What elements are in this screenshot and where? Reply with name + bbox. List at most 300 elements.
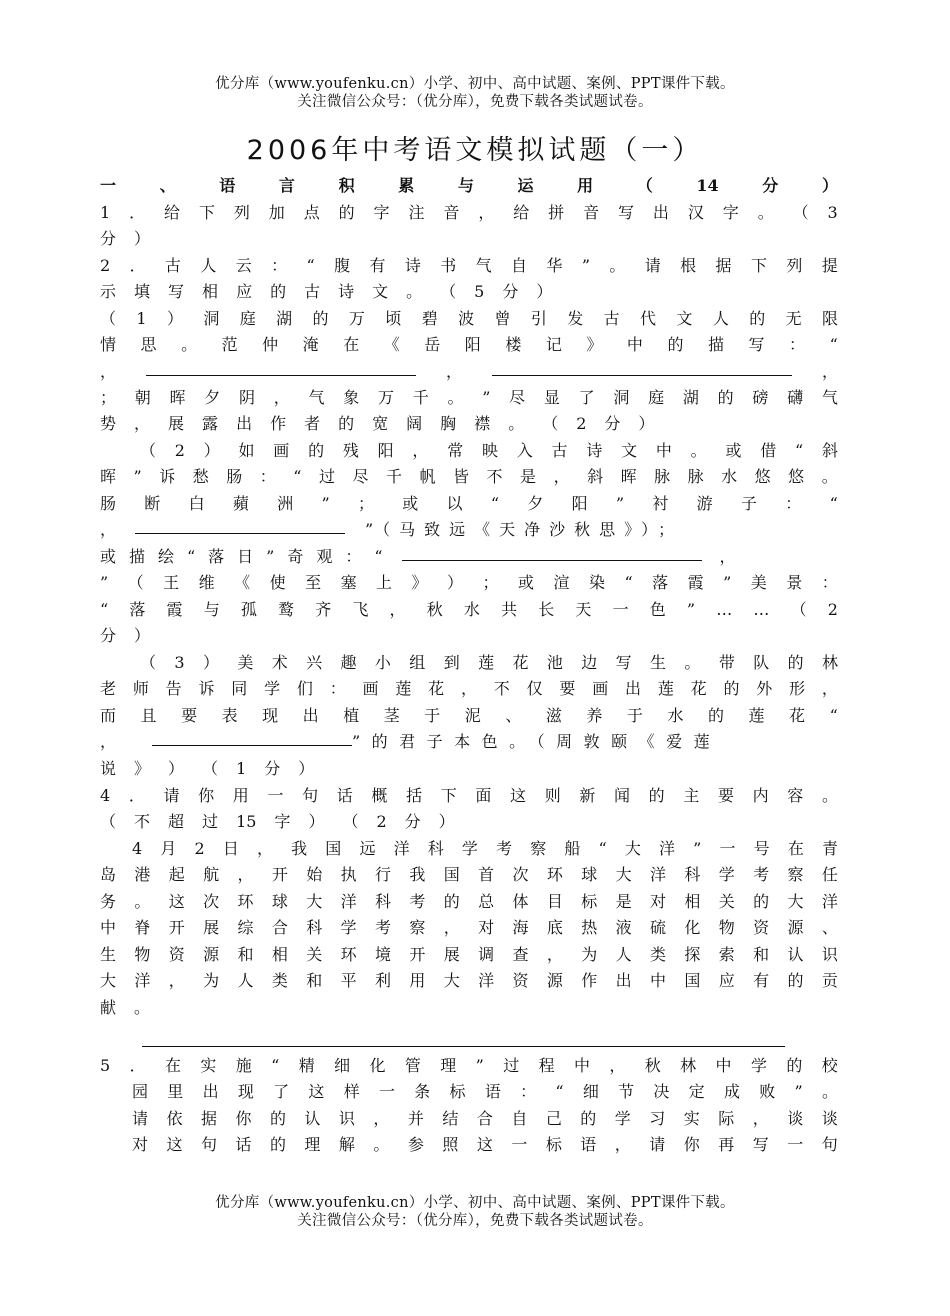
- text-glyph: 据: [200, 1109, 217, 1128]
- text-glyph: 用: [232, 786, 249, 805]
- text-glyph: 概: [371, 786, 388, 805]
- text-glyph: 1: [236, 759, 247, 778]
- text-glyph: 的: [269, 1135, 286, 1154]
- text-glyph: 、: [159, 176, 176, 195]
- text-glyph: 万: [378, 388, 395, 407]
- text-glyph: 硫: [650, 918, 667, 937]
- text-glyph: 校: [821, 1056, 838, 1075]
- answer-blank[interactable]: [402, 545, 702, 561]
- text-glyph: 注: [408, 203, 425, 222]
- text-glyph: 人: [712, 309, 729, 328]
- text-glyph: 中: [626, 335, 643, 354]
- text-glyph: 2: [576, 414, 587, 433]
- text-glyph: 画: [362, 679, 379, 698]
- text-glyph: 茎: [383, 706, 400, 725]
- text-glyph: 出: [202, 1082, 219, 1101]
- text-glyph: 上: [376, 573, 393, 592]
- text-glyph: 现: [262, 706, 279, 725]
- answer-line-q4[interactable]: [142, 1046, 785, 1047]
- text-glyph: 考: [375, 918, 392, 937]
- text-glyph: 展: [203, 918, 220, 937]
- text-glyph: 说: [100, 759, 117, 778]
- text-glyph: 再: [718, 1135, 735, 1154]
- text-glyph: 月: [160, 839, 177, 858]
- text-glyph: 不: [493, 679, 510, 698]
- text-glyph: 4: [132, 839, 143, 858]
- text-glyph: 资: [512, 971, 529, 990]
- text-glyph: ）: [447, 573, 464, 592]
- text-glyph: 露: [202, 414, 219, 433]
- text-glyph: “: [100, 600, 109, 619]
- text-glyph: 洋: [659, 839, 676, 858]
- text-glyph: 源: [787, 918, 804, 937]
- text-glyph: ：: [785, 494, 802, 513]
- text-glyph: 古: [603, 309, 620, 328]
- text-glyph: 入: [516, 441, 533, 460]
- text-glyph: 庭: [648, 388, 665, 407]
- footer-line-2: 关注微信公众号：（优分库），免费下载各类试题试卷。: [297, 1213, 653, 1229]
- text-glyph: 一: [100, 176, 117, 195]
- blank-line-4-text: ”的君子本色。（周敦颐《爱莲: [352, 732, 722, 751]
- text-glyph: 如: [238, 441, 255, 460]
- text-glyph: ：: [329, 679, 346, 698]
- text-glyph: 师: [132, 679, 149, 698]
- text-glyph: ：: [271, 256, 288, 275]
- blank-line-3-comma: ，: [719, 547, 736, 566]
- text-glyph: 诗: [586, 441, 603, 460]
- text-glyph: 照: [442, 1135, 459, 1154]
- text-glyph: 夕: [527, 494, 544, 513]
- text-glyph: 细: [582, 1082, 599, 1101]
- text-glyph: 精: [298, 1056, 315, 1075]
- text-glyph: 展: [443, 945, 460, 964]
- text-glyph: 或: [402, 494, 419, 513]
- text-line: [100, 677, 838, 701]
- text-glyph: 脉: [654, 467, 671, 486]
- text-glyph: 谈: [821, 1109, 838, 1128]
- text-glyph: 分: [264, 759, 281, 778]
- text-glyph: 液: [615, 918, 632, 937]
- text-glyph: 维: [198, 573, 215, 592]
- text-glyph: 积: [338, 176, 355, 195]
- text-glyph: 察: [787, 865, 804, 884]
- text-glyph: ，: [752, 1109, 769, 1128]
- text-glyph: 类: [650, 945, 667, 964]
- text-glyph: 碧: [421, 309, 438, 328]
- text-glyph: 、: [821, 918, 838, 937]
- text-glyph: 小: [374, 653, 391, 672]
- text-glyph: 阳: [377, 441, 394, 460]
- text-glyph: 理: [440, 1056, 457, 1075]
- text-line: [140, 439, 838, 463]
- text-glyph: 出: [615, 971, 632, 990]
- text-line: [100, 492, 838, 516]
- text-glyph: 这: [168, 892, 185, 911]
- text-glyph: 贡: [821, 971, 838, 990]
- text-glyph: ”: [723, 573, 732, 592]
- text-line: [100, 307, 838, 331]
- text-line: [132, 1133, 838, 1157]
- text-line: [132, 1107, 838, 1131]
- page-title: 2006年中考语文模拟试题（一）: [246, 135, 704, 166]
- text-glyph: “: [829, 494, 838, 513]
- text-glyph: 华: [546, 256, 563, 275]
- text-glyph: 科: [306, 918, 323, 937]
- text-glyph: 一: [378, 1082, 395, 1101]
- text-glyph: 文: [676, 309, 693, 328]
- text-glyph: 记: [545, 335, 562, 354]
- text-glyph: ）: [308, 812, 325, 831]
- text-glyph: 句: [200, 1135, 217, 1154]
- text-glyph: 过: [202, 812, 219, 831]
- text-glyph: 》: [411, 573, 428, 592]
- text-glyph: 边: [581, 653, 598, 672]
- text-glyph: 给: [164, 203, 181, 222]
- text-glyph: 波: [458, 309, 475, 328]
- text-glyph: 示: [100, 282, 117, 301]
- text-glyph: 和: [306, 971, 323, 990]
- text-glyph: 容: [787, 786, 804, 805]
- text-glyph: 施: [235, 1056, 252, 1075]
- text-glyph: 。: [181, 335, 198, 354]
- text-glyph: 诉: [159, 467, 176, 486]
- text-glyph: 的: [338, 414, 355, 433]
- text-glyph: 自: [511, 256, 528, 275]
- text-glyph: 映: [481, 441, 498, 460]
- text-glyph: 认: [787, 945, 804, 964]
- text-glyph: 洋: [134, 971, 151, 990]
- text-glyph: 的: [338, 203, 355, 222]
- text-glyph: （: [342, 812, 359, 831]
- text-line: [100, 201, 838, 225]
- text-glyph: 这: [476, 1135, 493, 1154]
- text-glyph: 无: [785, 309, 802, 328]
- text-glyph: 科: [375, 892, 392, 911]
- text-glyph: 情: [100, 335, 117, 354]
- text-glyph: 以: [446, 494, 463, 513]
- text-glyph: 国: [443, 865, 460, 884]
- text-glyph: 而: [100, 706, 117, 725]
- text-glyph: 国: [684, 971, 701, 990]
- text-glyph: 拼: [548, 203, 565, 222]
- text-glyph: 你: [683, 1135, 700, 1154]
- text-glyph: ，: [546, 945, 563, 964]
- text-glyph: 。: [821, 786, 838, 805]
- text-glyph: 列: [786, 256, 803, 275]
- text-glyph: 植: [343, 706, 360, 725]
- text-glyph: 远: [359, 839, 376, 858]
- text-glyph: 识: [338, 1109, 355, 1128]
- text-glyph: 累: [398, 176, 415, 195]
- text-glyph: 气: [475, 256, 492, 275]
- text-glyph: 中: [573, 1056, 590, 1075]
- text-glyph: ；: [357, 494, 374, 513]
- text-glyph: 尽: [509, 388, 526, 407]
- text-glyph: 人: [200, 256, 217, 275]
- text-glyph: 悠: [788, 467, 805, 486]
- text-glyph: 成: [723, 1082, 740, 1101]
- text-glyph: 我: [291, 839, 308, 858]
- text-glyph: 礴: [787, 388, 804, 407]
- text-glyph: 用: [577, 176, 594, 195]
- text-glyph: 学: [264, 679, 281, 698]
- text-glyph: 人: [237, 971, 254, 990]
- text-glyph: 并: [407, 1109, 424, 1128]
- text-glyph: 于: [626, 706, 643, 725]
- text-glyph: “: [598, 839, 607, 858]
- text-glyph: 话: [336, 786, 353, 805]
- text-glyph: 分: [100, 626, 117, 645]
- blank-line-3: [100, 545, 838, 569]
- text-glyph: （: [790, 600, 807, 619]
- text-glyph: 加: [268, 203, 285, 222]
- text-glyph: 限: [821, 309, 838, 328]
- text-glyph: 化: [369, 1056, 386, 1075]
- text-glyph: 气: [308, 388, 325, 407]
- text-glyph: ：: [789, 335, 806, 354]
- text-glyph: “: [555, 1082, 564, 1101]
- text-glyph: 样: [343, 1082, 360, 1101]
- text-glyph: 书: [440, 256, 457, 275]
- text-glyph: 了: [578, 388, 595, 407]
- text-glyph: 宽: [372, 414, 389, 433]
- text-glyph: 这: [308, 1082, 325, 1101]
- text-glyph: 队: [753, 653, 770, 672]
- text-glyph: 。: [406, 282, 423, 301]
- text-glyph: 请: [163, 786, 180, 805]
- text-glyph: ”: [794, 1082, 803, 1101]
- text-glyph: 》: [134, 759, 151, 778]
- text-glyph: 球: [271, 892, 288, 911]
- text-glyph: 诉: [198, 679, 215, 698]
- text-glyph: 洞: [613, 388, 630, 407]
- text-glyph: 千: [385, 467, 402, 486]
- text-glyph: ．: [129, 203, 146, 222]
- text-glyph: 青: [821, 839, 838, 858]
- text-glyph: 这: [166, 1135, 183, 1154]
- text-glyph: ）: [134, 626, 151, 645]
- text-glyph: 考: [409, 892, 426, 911]
- text-glyph: 分: [404, 812, 421, 831]
- text-glyph: 次: [203, 892, 220, 911]
- text-glyph: 开: [271, 865, 288, 884]
- text-line: [100, 174, 838, 198]
- text-glyph: 察: [409, 918, 426, 937]
- text-glyph: 物: [718, 918, 735, 937]
- text-glyph: 阔: [406, 414, 423, 433]
- text-glyph: 要: [717, 786, 734, 805]
- blank-line-1-comma-b: ，: [445, 362, 462, 381]
- text-glyph: （: [542, 414, 559, 433]
- text-glyph: 文: [372, 282, 389, 301]
- text-glyph: 环: [546, 865, 563, 884]
- blank-line-4: [100, 730, 838, 754]
- text-glyph: 齐: [315, 600, 332, 619]
- text-glyph: 己: [545, 1109, 562, 1128]
- text-glyph: 物: [134, 945, 151, 964]
- text-glyph: 句: [821, 1135, 838, 1154]
- text-glyph: 显: [543, 388, 560, 407]
- text-glyph: （: [202, 759, 219, 778]
- text-glyph: 阳: [464, 335, 481, 354]
- text-glyph: 的: [270, 282, 287, 301]
- text-glyph: 愁: [192, 467, 209, 486]
- text-glyph: 。: [609, 256, 626, 275]
- text-glyph: 。: [821, 1082, 838, 1101]
- answer-blank[interactable]: [492, 360, 792, 376]
- text-glyph: 的: [786, 1056, 803, 1075]
- text-glyph: 对: [650, 892, 667, 911]
- text-glyph: 主: [683, 786, 700, 805]
- text-glyph: 大: [306, 892, 323, 911]
- text-glyph: ）: [536, 282, 553, 301]
- text-glyph: 综: [237, 918, 254, 937]
- text-glyph: 古: [551, 441, 568, 460]
- text-glyph: 查: [512, 945, 529, 964]
- text-glyph: 的: [308, 441, 325, 460]
- text-glyph: 中: [715, 1056, 732, 1075]
- text-glyph: 请: [649, 1135, 666, 1154]
- text-glyph: 花: [789, 706, 806, 725]
- text-glyph: 到: [443, 653, 460, 672]
- text-glyph: “: [306, 256, 315, 275]
- text-glyph: 出: [236, 414, 253, 433]
- text-glyph: 思: [140, 335, 157, 354]
- text-glyph: 引: [530, 309, 547, 328]
- text-glyph: 。: [821, 467, 838, 486]
- text-glyph: 你: [235, 1109, 252, 1128]
- text-glyph: 至: [305, 573, 322, 592]
- text-glyph: 在: [164, 1056, 181, 1075]
- text-glyph: 你: [198, 786, 215, 805]
- text-glyph: 内: [752, 786, 769, 805]
- text-glyph: 提: [821, 256, 838, 275]
- text-glyph: 。: [134, 998, 151, 1017]
- text-glyph: 在: [787, 839, 804, 858]
- blank-line-3-text: 或描绘“落日”奇观：“: [100, 547, 396, 566]
- text-line: [100, 863, 838, 887]
- text-glyph: 淹: [302, 335, 319, 354]
- text-glyph: 认: [304, 1109, 321, 1128]
- text-glyph: 3: [827, 203, 838, 222]
- text-glyph: 洋: [821, 892, 838, 911]
- text-glyph: “: [271, 1056, 280, 1075]
- text-glyph: 《: [383, 335, 400, 354]
- text-glyph: 中: [650, 971, 667, 990]
- text-glyph: 人: [615, 945, 632, 964]
- text-glyph: ；: [100, 388, 117, 407]
- text-glyph: ）: [298, 759, 315, 778]
- text-glyph: “: [829, 706, 838, 725]
- text-glyph: 《: [234, 573, 251, 592]
- text-glyph: 出: [302, 706, 319, 725]
- text-glyph: 填: [134, 282, 151, 301]
- text-glyph: 现: [237, 1082, 254, 1101]
- text-glyph: 闻: [614, 786, 631, 805]
- text-glyph: ，: [412, 441, 429, 460]
- text-glyph: 的: [312, 309, 329, 328]
- text-glyph: 夕: [204, 388, 221, 407]
- text-glyph: 要: [559, 679, 576, 698]
- text-glyph: 渲: [553, 573, 570, 592]
- text-glyph: 的: [443, 892, 460, 911]
- answer-blank[interactable]: [135, 518, 345, 534]
- text-line: [100, 757, 838, 781]
- text-glyph: 谈: [787, 1109, 804, 1128]
- text-glyph: 汉: [687, 203, 704, 222]
- text-glyph: 莲: [478, 653, 495, 672]
- text-glyph: 4: [100, 786, 111, 805]
- text-line: [100, 227, 838, 251]
- text-glyph: 且: [140, 706, 157, 725]
- answer-blank[interactable]: [152, 730, 352, 746]
- text-glyph: ”: [321, 494, 330, 513]
- text-glyph: 类: [271, 971, 288, 990]
- answer-blank[interactable]: [146, 360, 416, 376]
- text-glyph: 参: [407, 1135, 424, 1154]
- text-glyph: ：: [259, 467, 276, 486]
- text-glyph: 节: [618, 1082, 635, 1101]
- text-glyph: 景: [786, 573, 803, 592]
- text-glyph: 子: [740, 494, 757, 513]
- text-glyph: 写: [618, 203, 635, 222]
- text-glyph: 察: [530, 839, 547, 858]
- text-glyph: 使: [269, 573, 286, 592]
- text-glyph: 败: [759, 1082, 776, 1101]
- text-glyph: 形: [789, 679, 806, 698]
- text-glyph: 色: [649, 600, 666, 619]
- text-glyph: 的: [580, 1109, 597, 1128]
- text-glyph: 语: [580, 1135, 597, 1154]
- text-glyph: ”: [686, 600, 696, 619]
- text-glyph: 美: [750, 573, 767, 592]
- text-glyph: 关: [718, 892, 735, 911]
- text-glyph: 落: [129, 600, 146, 619]
- text-glyph: 15: [236, 812, 257, 831]
- text-glyph: 合: [476, 1109, 493, 1128]
- text-glyph: （: [792, 203, 809, 222]
- text-glyph: 范: [221, 335, 238, 354]
- text-glyph: 写: [752, 1135, 769, 1154]
- text-line: [100, 996, 838, 1020]
- text-glyph: 组: [409, 653, 426, 672]
- text-glyph: 出: [625, 679, 642, 698]
- text-glyph: 。: [684, 653, 701, 672]
- text-line: [100, 1054, 838, 1078]
- text-glyph: 大: [100, 971, 117, 990]
- text-glyph: 学: [614, 1109, 631, 1128]
- text-glyph: 2: [100, 256, 111, 275]
- text-glyph: 学: [340, 918, 357, 937]
- text-glyph: 脉: [687, 467, 704, 486]
- text-glyph: 探: [684, 945, 701, 964]
- text-glyph: …: [753, 600, 770, 619]
- text-glyph: 任: [821, 865, 838, 884]
- text-glyph: 顷: [385, 309, 402, 328]
- text-glyph: （: [140, 441, 157, 460]
- text-glyph: 的: [787, 653, 804, 672]
- text-glyph: 请: [132, 1109, 149, 1128]
- text-glyph: 代: [640, 309, 657, 328]
- text-glyph: 结: [442, 1109, 459, 1128]
- text-glyph: ，: [614, 1135, 631, 1154]
- text-glyph: ，: [478, 203, 495, 222]
- text-glyph: 的: [753, 892, 770, 911]
- text-glyph: “: [829, 335, 838, 354]
- text-glyph: 为: [203, 971, 220, 990]
- text-glyph: 资: [753, 918, 770, 937]
- text-line: [100, 704, 838, 728]
